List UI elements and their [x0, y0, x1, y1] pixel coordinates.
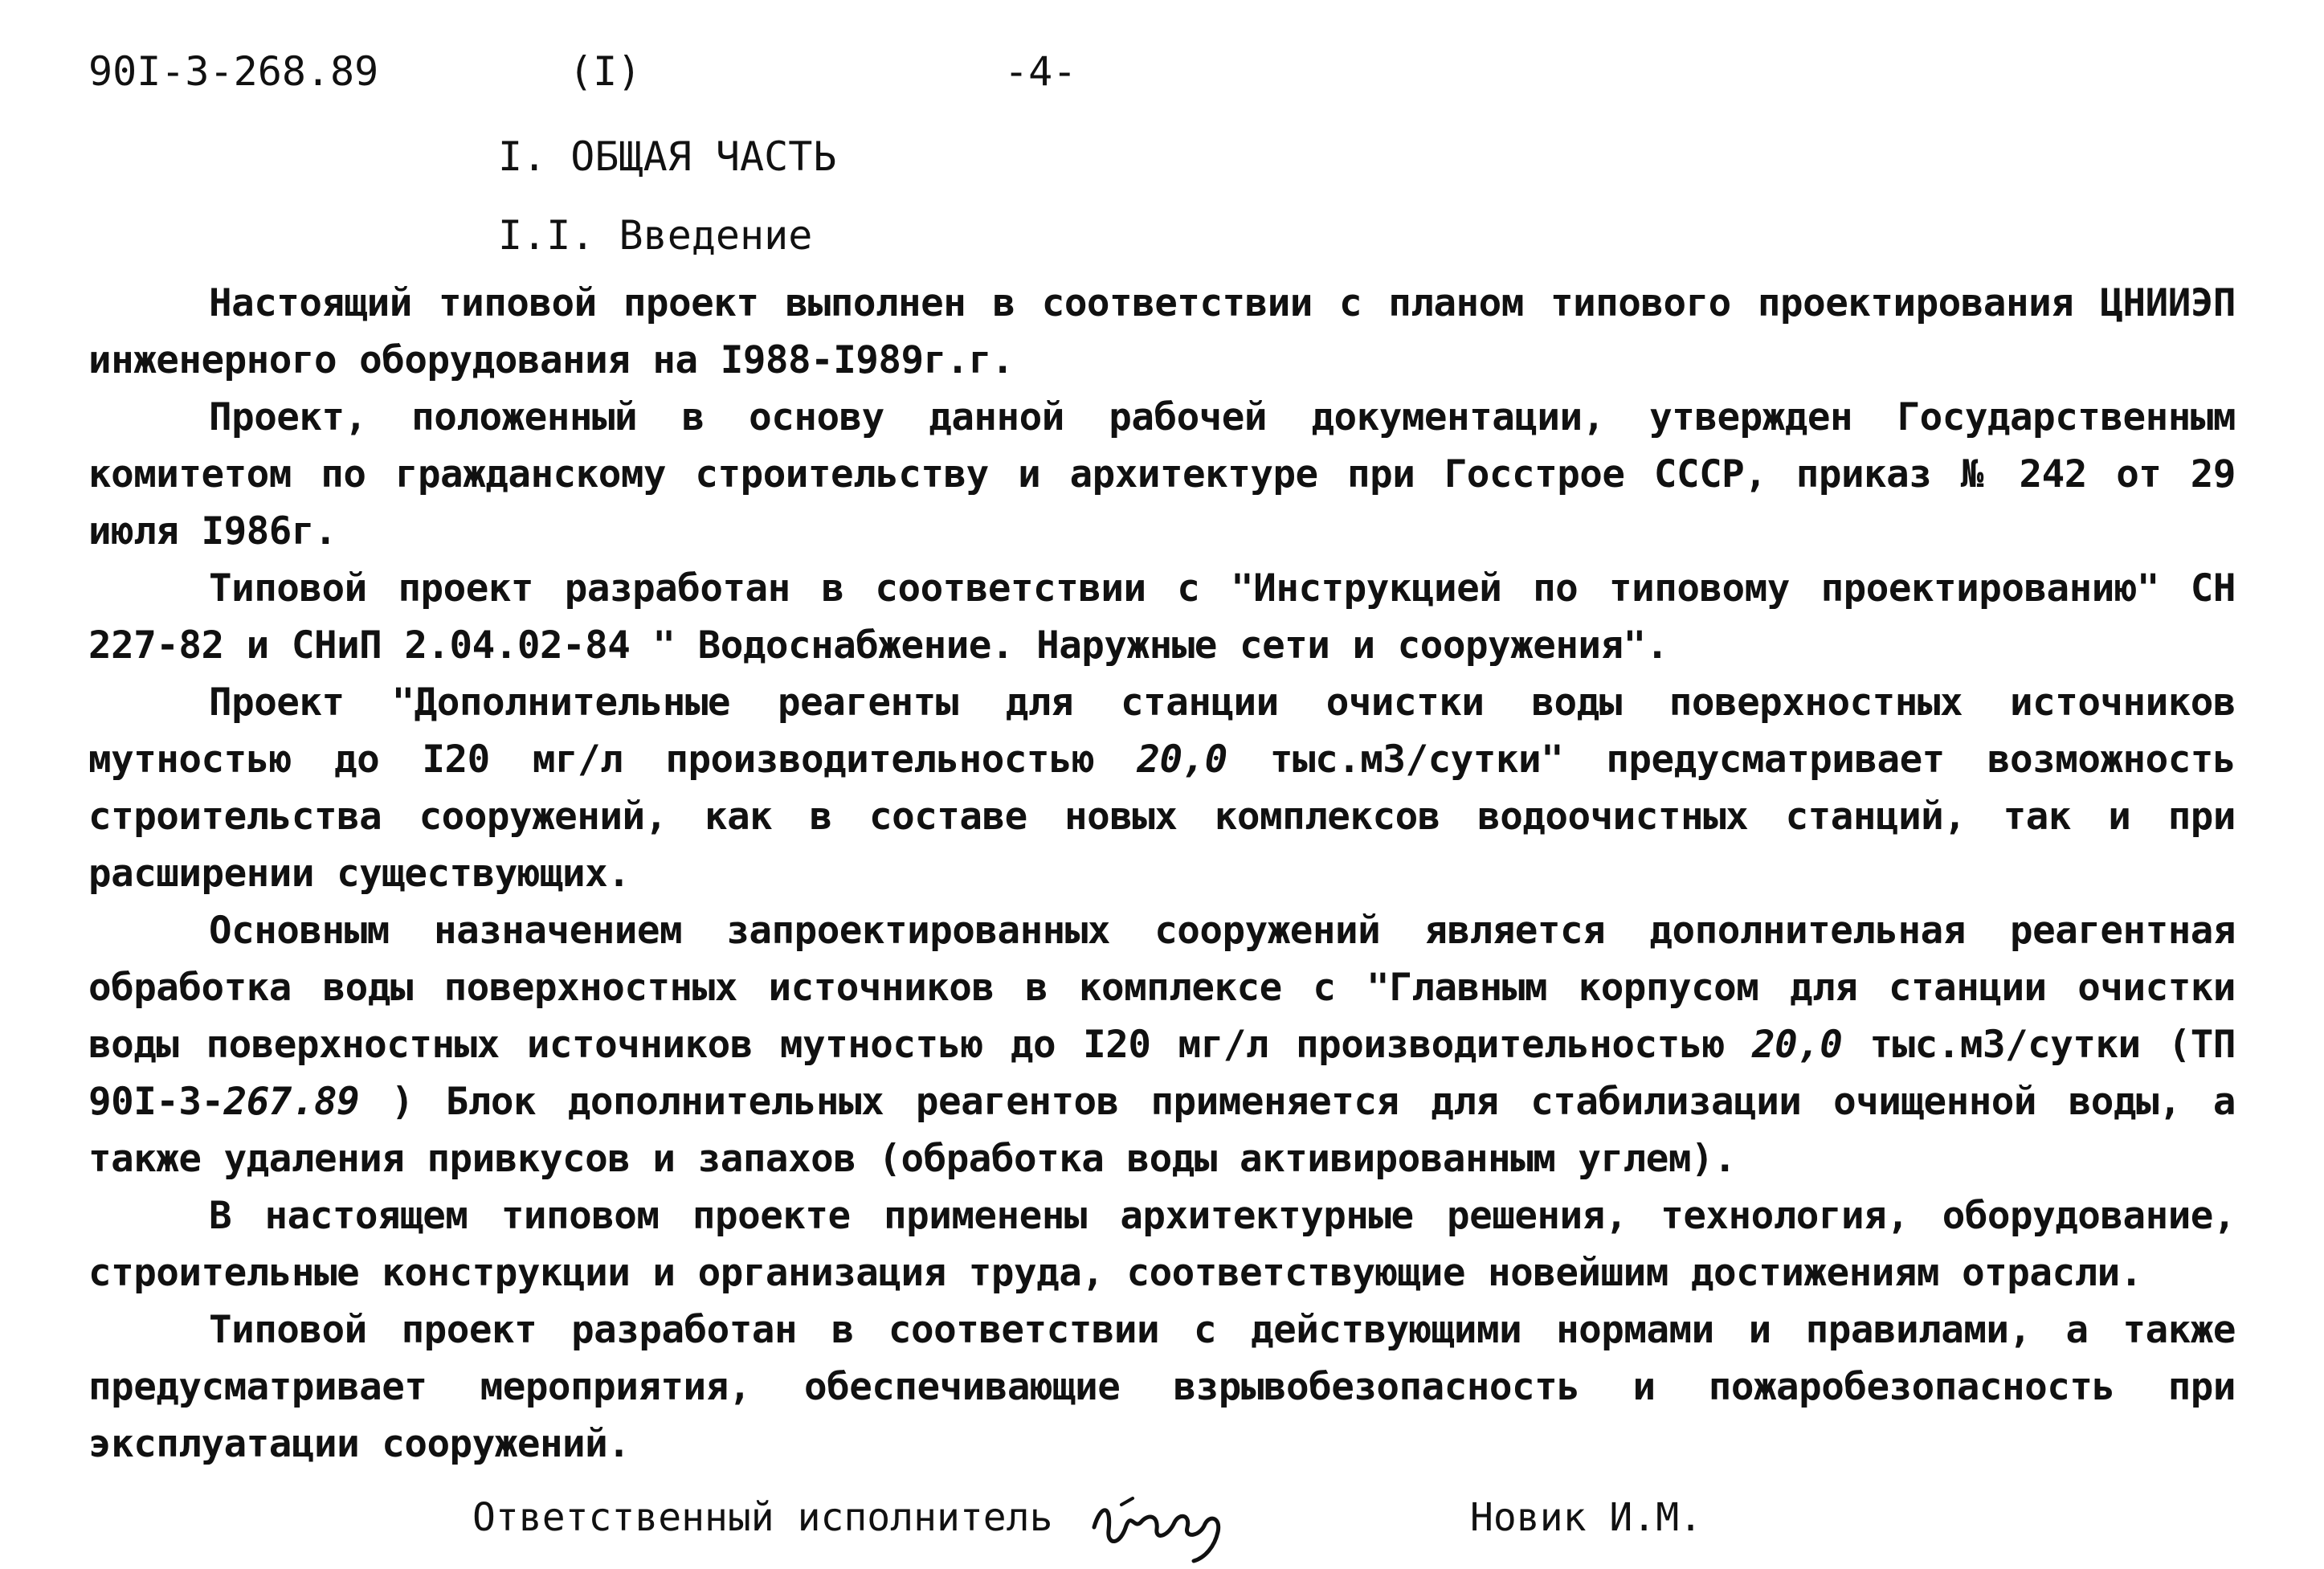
signatory-role: Ответственный исполнитель	[472, 1495, 1053, 1540]
paragraph-text: Проект "Дополнительные реагенты для станции очистки воды поверхностных источников мутностью до I20 мг/л производительностью	[88, 680, 2236, 782]
signature-block	[88, 1485, 2236, 1566]
handwritten-number: 20,0	[1751, 1023, 1843, 1067]
document-body	[88, 275, 2236, 1473]
handwritten-signature	[1084, 1481, 1237, 1569]
handwritten-number: 20,0	[1137, 738, 1227, 782]
paragraph-text: ) Блок дополнительных реагентов применяется для стабилизации очищенной воды, а также удаления привкусов и запахов (обработка воды активированным углем).	[88, 1080, 2236, 1181]
part-number: (I)	[569, 48, 642, 95]
document-code: 90I-3-268.89	[88, 48, 379, 95]
paragraph-text: Основным назначением запроектированных сооружений является дополнительная реагентная обработка воды поверхностных источников в комплексе с "Главным корпусом для станции очистки воды поверхностных источников мутностью до I20 мг/л производительностью	[88, 909, 2236, 1067]
handwritten-number: 267.89	[223, 1080, 360, 1124]
paragraph: Типовой проект разработан в соответствии с "Инструкцией по типовому проектированию" СН 227-82 и СНиП 2.04.02-84 " Водоснабжение. Наружные сети и сооружения".	[88, 566, 2236, 668]
page-number: -4-	[1004, 48, 1077, 95]
paragraph-text: тыс.м3/сутки" предусматривает возможность строительства сооружений, как в составе новых комплексов водоочистных станций, так и при расширении существующих.	[88, 738, 2236, 896]
section-title: I. ОБЩАЯ ЧАСТЬ	[498, 133, 837, 180]
paragraph: Проект, положенный в основу данной рабочей документации, утвержден Государственным комитетом по гражданскому строительству и архитектуре при Госстрое СССР, приказ № 242 от 29 июля I986г.	[88, 395, 2236, 554]
subsection-title: I.I. Введение	[498, 212, 813, 259]
paragraph-text: тыс.м3/сутки (ТП 90I-3-	[88, 1023, 2236, 1124]
paragraph: Настоящий типовой проект выполнен в соответствии с планом типового проектирования ЦНИИЭП инженерного оборудования на I988-I989г.г.	[88, 281, 2236, 382]
document-header	[88, 48, 2236, 117]
paragraph	[88, 902, 2236, 1187]
paragraph	[88, 674, 2236, 902]
paragraph: Типовой проект разработан в соответствии с действующими нормами и правилами, а также предусматривает мероприятия, обеспечивающие взрывобезопасность и пожаробезопасность при эксплуатации сооружений.	[88, 1308, 2236, 1466]
signatory-name: Новик И.М.	[1470, 1495, 1702, 1540]
paragraph: В настоящем типовом проекте применены архитектурные решения, технология, оборудование, строительные конструкции и организация труда, соответствующие новейшим достижениям отрасли.	[88, 1194, 2236, 1295]
